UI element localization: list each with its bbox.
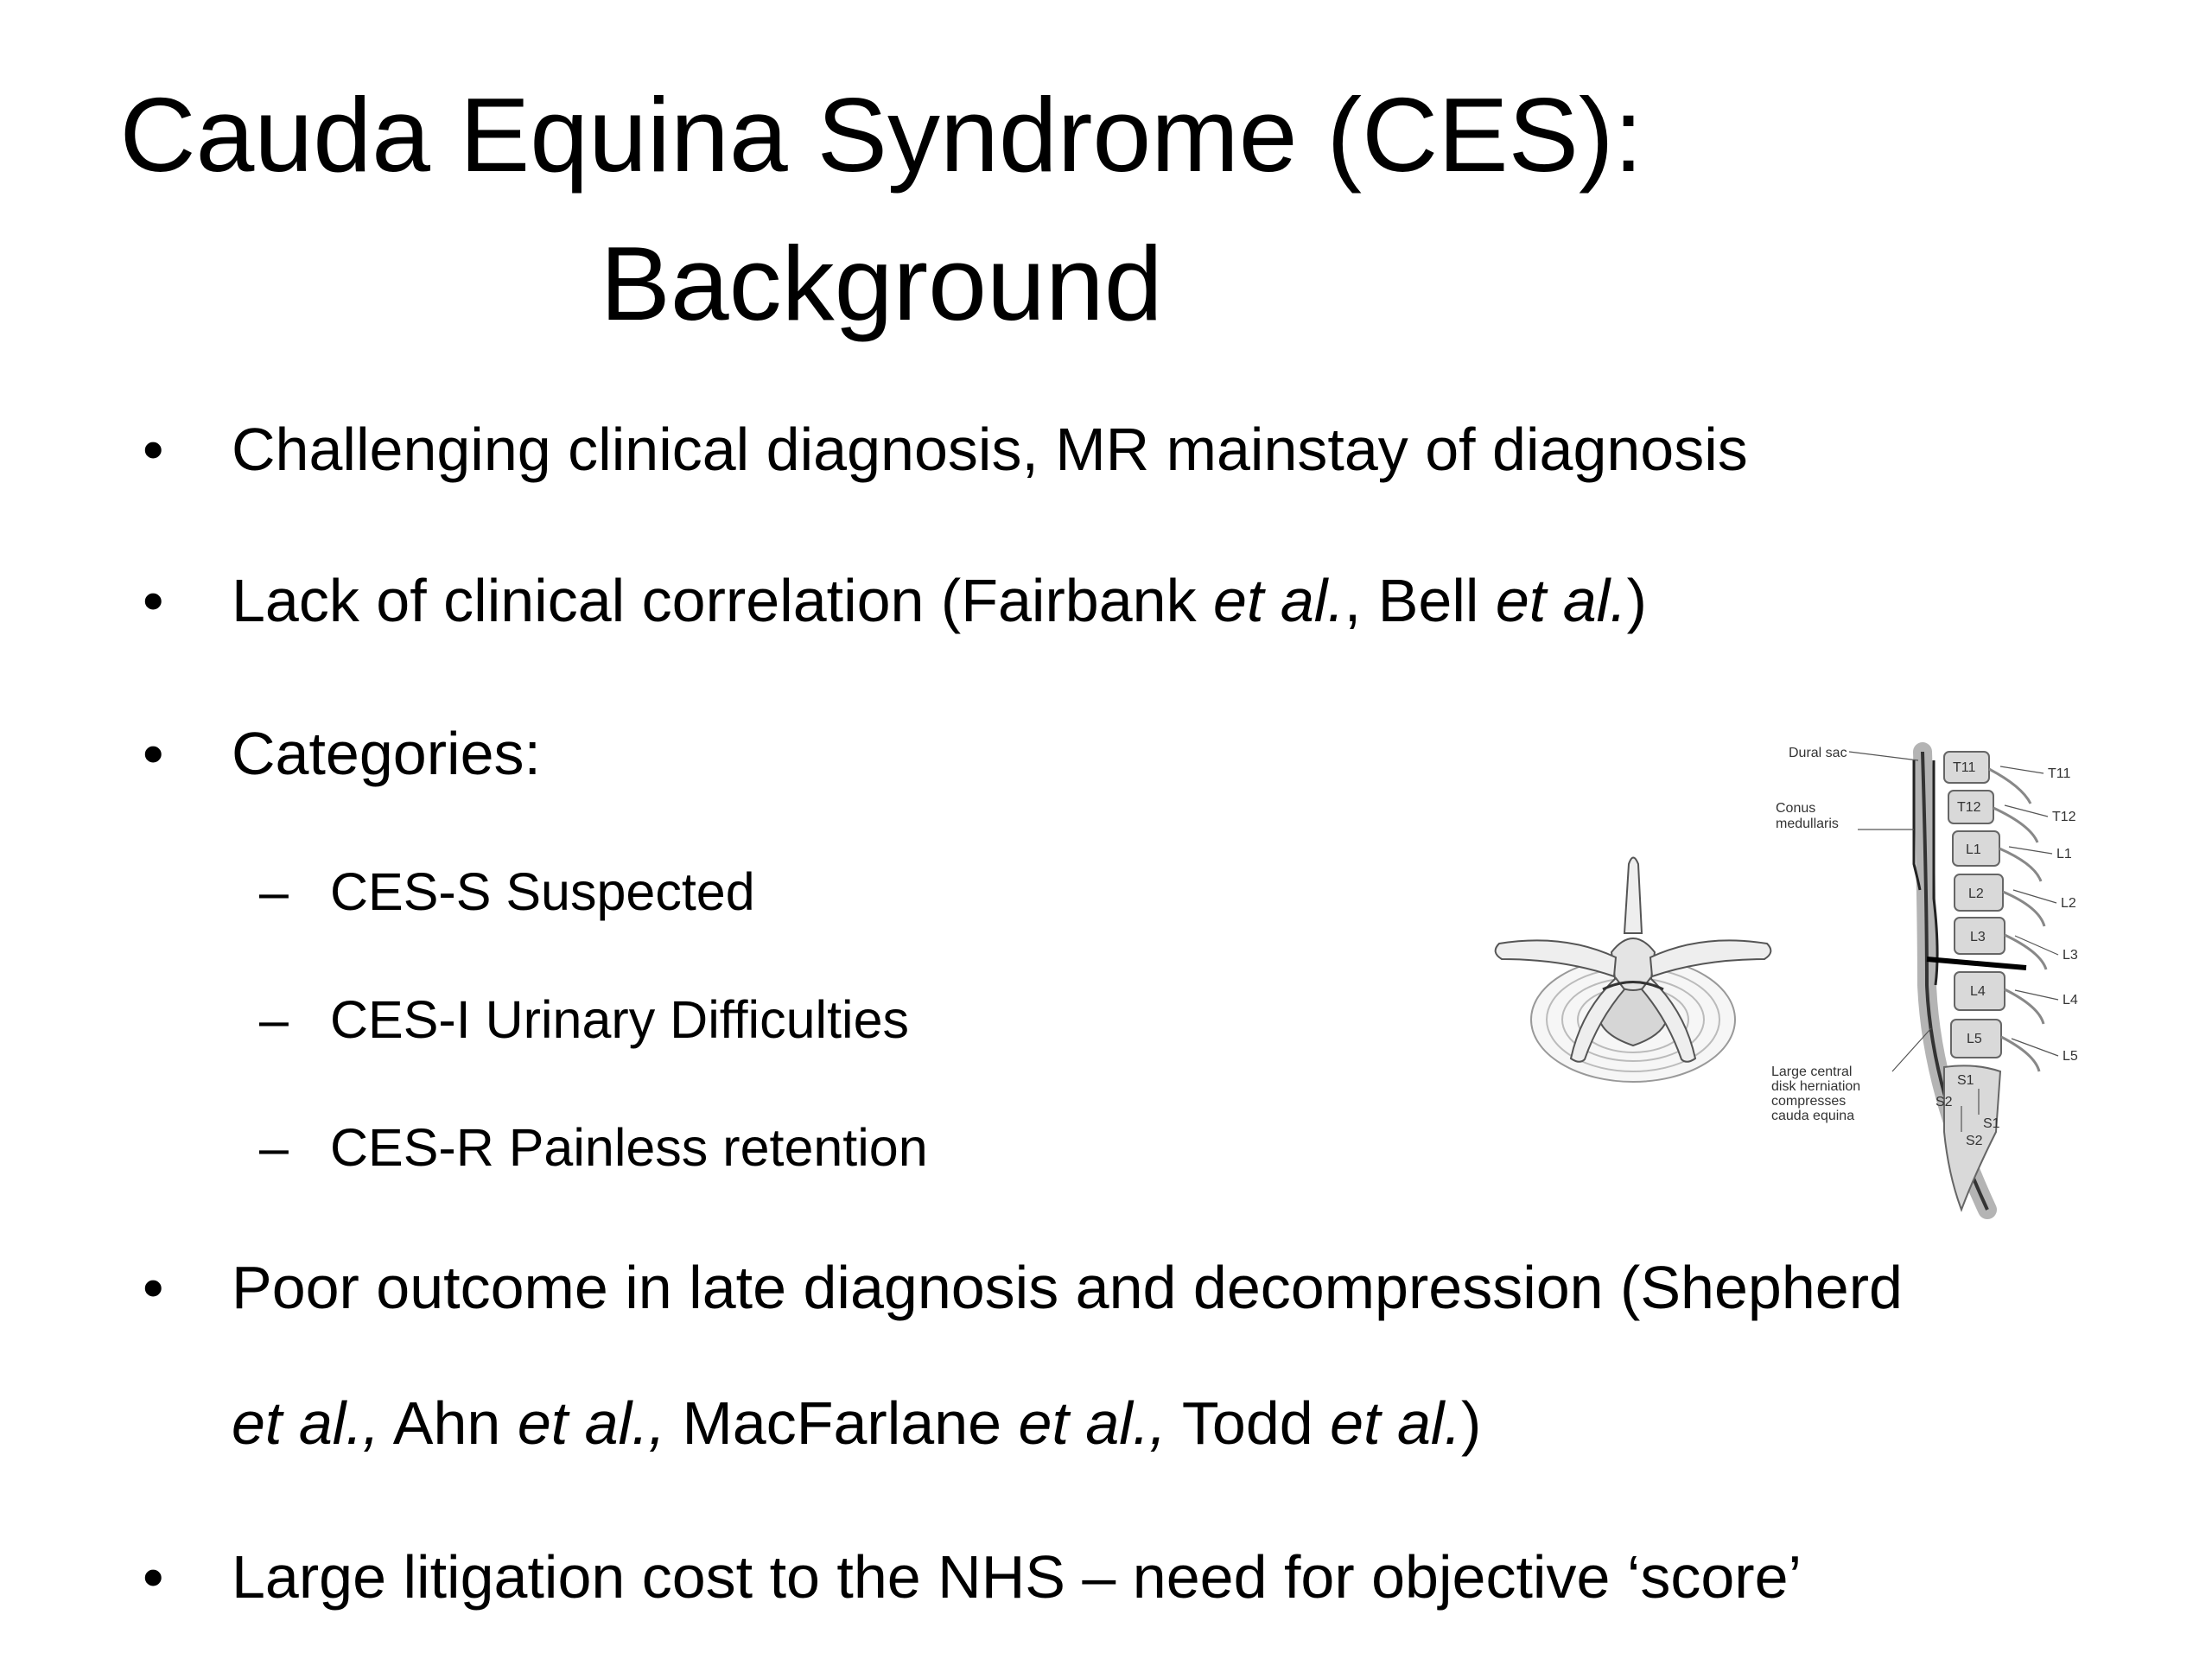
citation-et-al: et al.	[1213, 567, 1344, 634]
bullet-text: Challenging clinical diagnosis, MR mainstay of diagnosis	[232, 416, 1748, 483]
bullet-text-part: )	[1626, 567, 1647, 634]
slide-title-line-2: Background	[600, 225, 1163, 342]
citation-et-al: et al.,	[232, 1389, 380, 1457]
label-level-body: T11	[1953, 760, 1976, 775]
bullet-text-part: Ahn	[379, 1389, 518, 1457]
label-level-body: S2	[1936, 1095, 1953, 1109]
slide-title-line-1: Cauda Equina Syndrome (CES):	[119, 76, 1643, 194]
sub-bullet-dash: –	[259, 1118, 289, 1177]
citation-et-al: et al.,	[517, 1389, 666, 1457]
bullet-text-part: Lack of clinical correlation (Fairbank	[232, 567, 1214, 634]
bullet-text-part: MacFarlane	[665, 1389, 1019, 1457]
bullet-text	[232, 1389, 1481, 1458]
label-level-body: L2	[1968, 887, 1984, 901]
citation-et-al: et al.,	[1018, 1389, 1166, 1457]
spine-anatomy-illustration	[1478, 726, 2108, 1227]
bullet-dot: •	[143, 416, 164, 483]
sub-bullet-dash: –	[259, 862, 289, 921]
bullet-text	[232, 566, 1647, 635]
bullet-dot: •	[143, 720, 164, 787]
label-herniation-line-3: compresses	[1771, 1094, 1847, 1109]
label-level-body: L1	[1966, 842, 1981, 857]
label-conus: Conus	[1776, 801, 1816, 816]
sub-bullet-text: CES-I Urinary Difficulties	[330, 990, 910, 1049]
label-level-right: L2	[2061, 896, 2076, 911]
label-herniation-line-1: Large central	[1771, 1065, 1853, 1079]
sub-bullet-text: CES-S Suspected	[330, 862, 755, 921]
sub-bullet-dash: –	[259, 990, 289, 1049]
label-level-right: L4	[2063, 993, 2078, 1007]
label-level-right: S2	[1966, 1134, 1983, 1148]
sagittal-spine-drawing	[1849, 752, 2058, 1210]
label-level-right: T11	[2048, 766, 2071, 781]
label-level-right: L3	[2063, 948, 2078, 963]
bullet-dot: •	[143, 1543, 164, 1611]
label-level-right: L1	[2056, 847, 2072, 861]
label-medullaris: medullaris	[1776, 817, 1839, 831]
label-level-right: L5	[2063, 1049, 2078, 1064]
citation-et-al: et al.	[1495, 567, 1627, 634]
label-dural-sac: Dural sac	[1789, 746, 1847, 760]
sub-bullet-text: CES-R Painless retention	[330, 1118, 928, 1177]
citation-et-al: et al.	[1330, 1389, 1461, 1457]
label-level-body: L3	[1970, 930, 1986, 944]
bullet-dot: •	[143, 1254, 164, 1321]
label-level-body: L5	[1967, 1032, 1982, 1046]
bullet-dot: •	[143, 567, 164, 634]
bullet-text-part: )	[1460, 1389, 1482, 1457]
label-herniation-line-4: cauda equina	[1771, 1109, 1855, 1123]
label-level-right: S1	[1983, 1116, 2000, 1131]
slide-title	[0, 60, 1763, 358]
label-level-body: L4	[1970, 984, 1986, 999]
label-level-body: S1	[1957, 1073, 1974, 1088]
label-level-body: T12	[1957, 800, 1981, 815]
axial-vertebra-drawing	[1496, 858, 1771, 1083]
spine-anatomy-figure	[1478, 726, 2108, 1227]
bullet-text: Poor outcome in late diagnosis and decompression (Shepherd	[232, 1254, 1903, 1321]
label-level-right: T12	[2052, 810, 2076, 824]
label-herniation-line-2: disk herniation	[1771, 1079, 1861, 1094]
bullet-text-part: , Bell	[1344, 567, 1496, 634]
bullet-text-part: Todd	[1166, 1389, 1331, 1457]
bullet-text: Large litigation cost to the NHS – need for objective ‘score’	[232, 1543, 1802, 1611]
bullet-text: Categories:	[232, 720, 541, 787]
